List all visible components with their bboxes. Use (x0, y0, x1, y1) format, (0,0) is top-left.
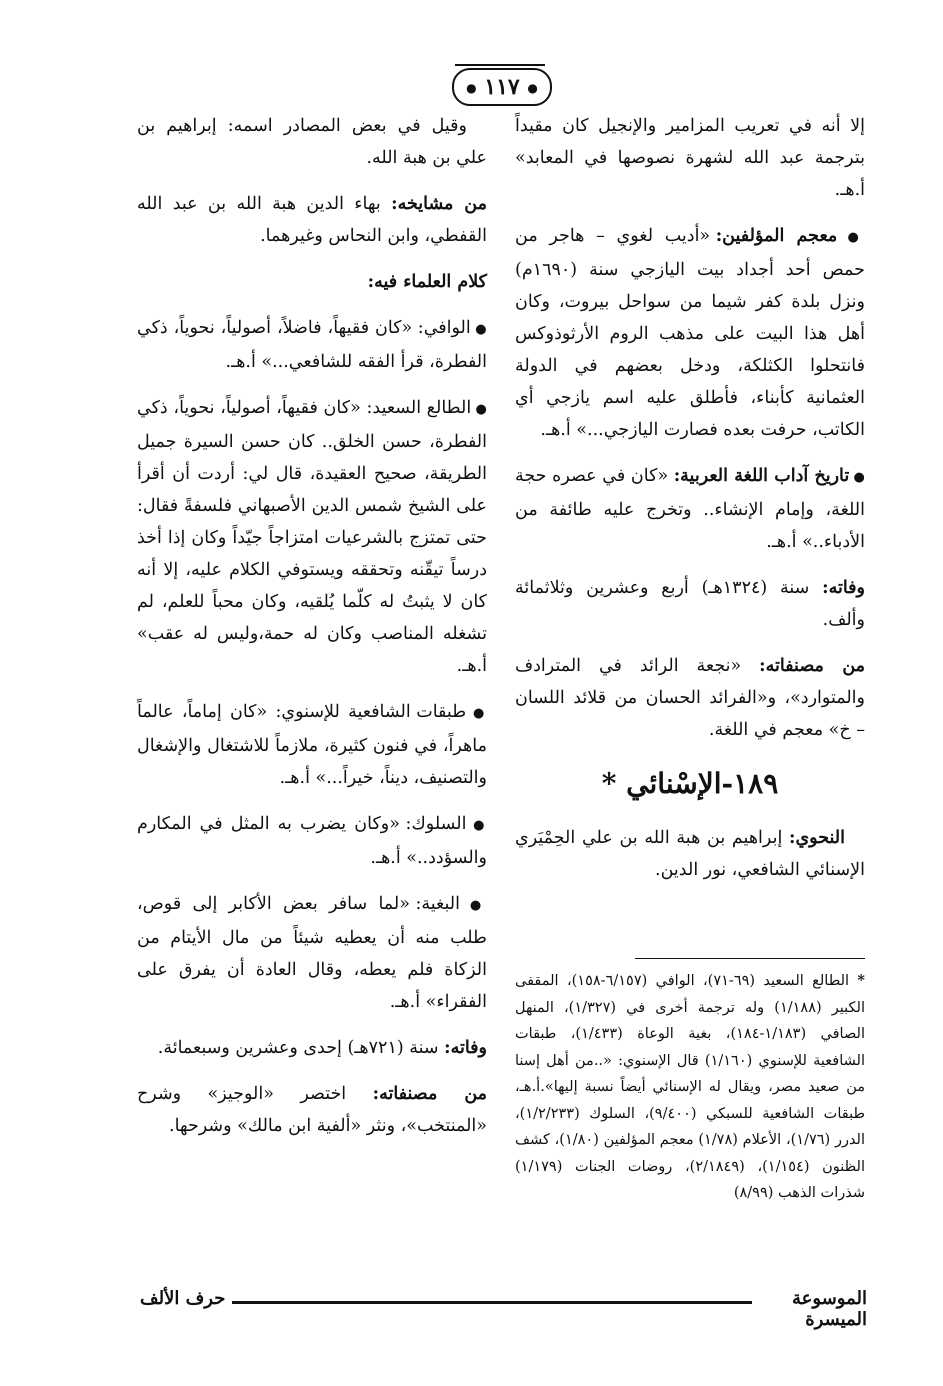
paragraph-tabaqat: ● طبقات الشافعية للإسنوي: «كان إماماً، عالماً ماهراً، في فنون كثيرة، ملازماً للاشتغال والإشغال والتصنيف، ديناً، خيراً...» أ.هـ. (137, 696, 487, 794)
page-number-frame (452, 68, 552, 106)
paragraph-mujam (515, 220, 865, 446)
paragraph-bughya: ● البغية: «لما سافر بعض الأكابر إلى قوص، طلب منه أن يعطيه شيئاً من مال الأيتام من الزكاة فلم يعطه، وقال العادة أن يفرق على الفقراء» أ.هـ. (137, 888, 487, 1018)
right-column (515, 110, 865, 900)
footnote-separator (635, 958, 865, 959)
page-number-top-rule (455, 64, 545, 66)
entry-title: ١٨٩-الإسْنائي * (601, 767, 779, 800)
source-text: «أديب لغوي – هاجر من حمص أحد أجداد بيت اليازجي سنة (١٦٩٠م) ونزل بلدة كفر شيما من سواحل بيروت، وكان أهل هذا البيت على مذهب الروم الأرثوذوكس فانتحلوا الكثلكة، ودخل بعضهم في الدولة العثمانية كأبناء، فأطلق عليه اسم يازجي أي الكاتب، حرفت بعده فصارت اليازجي...» أ.هـ. (515, 226, 865, 440)
section-text: سنة (١٣٢٤هـ) أربع وعشرين وثلاثمائة وألف. (515, 578, 865, 630)
paragraph: وقيل في بعض المصادر اسمه: إبراهيم بن علي بن هبة الله. (137, 116, 487, 168)
page-number: ١١٧ (484, 74, 520, 100)
footnote (515, 968, 865, 1207)
footnote-marker: * (857, 972, 866, 989)
paragraph-works (137, 1078, 487, 1142)
section-label: وفاته: (822, 578, 865, 598)
source-text: «كان في عصره حجة اللغة، وإمام الإنشاء.. وتخرج عليه طائفة من الأدباء..» أ.هـ. (515, 466, 865, 552)
source-label: تاريخ آداب اللغة العربية: (673, 466, 850, 486)
section-label: وفاته: (444, 1038, 487, 1058)
paragraph-teachers (137, 188, 487, 252)
footnote-text: الطالع السعيد (٦٩-٧١)، الوافي (٦/١٥٧-١٥٨)، المقفى الكبير (١/١٨٨) وله ترجمة أخرى في (١/٣٢٧)، المنهل الصافي (١/١٨٣-١٨٤)، بغية الوعاة (١/٤٣٣)، طبقات الشافعية للإسنوي (١/١٦٠) قال الإسنوي: «..من أهل إسنا من صعيد مصر، ويقال له الإسنائي أيضاً نسبة إليها».أ.هـ، طبقات الشافعية للسبكي (٩/٤٠٠)، السلوك (١/٢/٢٣٣)، الدرر (١/٧٦)، الأعلام (١/٧٨) معجم المؤلفين (١/٨٠)، كشف الظنون (١/١٥٤)، (٢/١٨٤٩)، روضات الجنات (١/١٧٩) شذرات الذهب (٨/٩٩) (515, 973, 866, 1201)
section-heading: كلام العلماء فيه: (367, 272, 487, 292)
footer-book-title: الموسوعة الميسرة (792, 1288, 867, 1330)
section-text: اختصر «الوجيز» وشرح «المنتخب»، ونثر «ألفية ابن مالك» وشرحها. (137, 1084, 487, 1136)
paragraph-death (137, 1032, 487, 1064)
section-text: سنة (٧٢١هـ) إحدى وعشرين وسبعمائة. (157, 1038, 445, 1058)
footer-rule (232, 1301, 752, 1304)
left-column (137, 110, 487, 1156)
dot-icon: ● (466, 81, 477, 95)
paragraph-works (515, 650, 865, 746)
section-label: من مصنفاته: (372, 1084, 488, 1104)
dot-icon: ● (527, 81, 538, 95)
paragraph-death (515, 572, 865, 636)
section-text: إبراهيم بن هبة الله بن علي الحِمْيَري الإسنائي الشافعي، نور الدين. (515, 828, 865, 880)
paragraph: إلا أنه في تعريب المزامير والإنجيل كان مقيداً بترجمة عبد الله لشهرة نصوصها في المعابد» أ.هـ. (515, 116, 865, 200)
section-label: النحوي: (789, 828, 845, 848)
paragraph-entry-intro (515, 822, 865, 886)
section-text: «نجعة الرائد في المترادف والمتوارد»، و«الفرائد الحسان من قلائد اللسان – خ» معجم في اللغة. (515, 656, 865, 740)
section-text: بهاء الدين هبة الله بن عبد الله القفطي، وابن النحاس وغيرهما. (137, 194, 487, 246)
paragraph-tarikh (515, 460, 865, 558)
footer-section-title: حرف الألف (140, 1288, 226, 1309)
paragraph-taliʿ: ● الطالع السعيد: «كان فقيهاً، أصولياً، نحوياً، ذكي الفطرة، حسن الخلق.. كان حسن السيرة جميل الطريقة، صحيح العقيدة، قال لي: أردت أن أقرأ على الشيخ شمس الدين الأصبهاني فلسفةً فقال: حتى تمتزج بالشرعيات امتزاجاً جيّداً وكان إذا أخذ درساً تيقّنه وتحققه ويستوفي الكلام عليه، إلا أنه كان لا يثبتُ له كلّما يُلقيه، وكان محباً للعلم، لم تشغله المناصب وكان له حمة،وليس له عقب» أ.هـ. (137, 392, 487, 682)
paragraph-wafi: ● الوافي: «كان فقيهاً، فاضلاً، أصولياً، نحوياً، ذكي الفطرة، قرأ الفقه للشافعي...» أ.هـ. (137, 312, 487, 378)
section-label: من مصنفاته: (759, 656, 866, 676)
section-label: من مشايخه: (391, 194, 487, 214)
source-label: معجم المؤلفين: (715, 226, 838, 246)
paragraph-suluk: ● السلوك: «وكان يضرب به المثل في المكارم والسؤدد..» أ.هـ. (137, 808, 487, 874)
